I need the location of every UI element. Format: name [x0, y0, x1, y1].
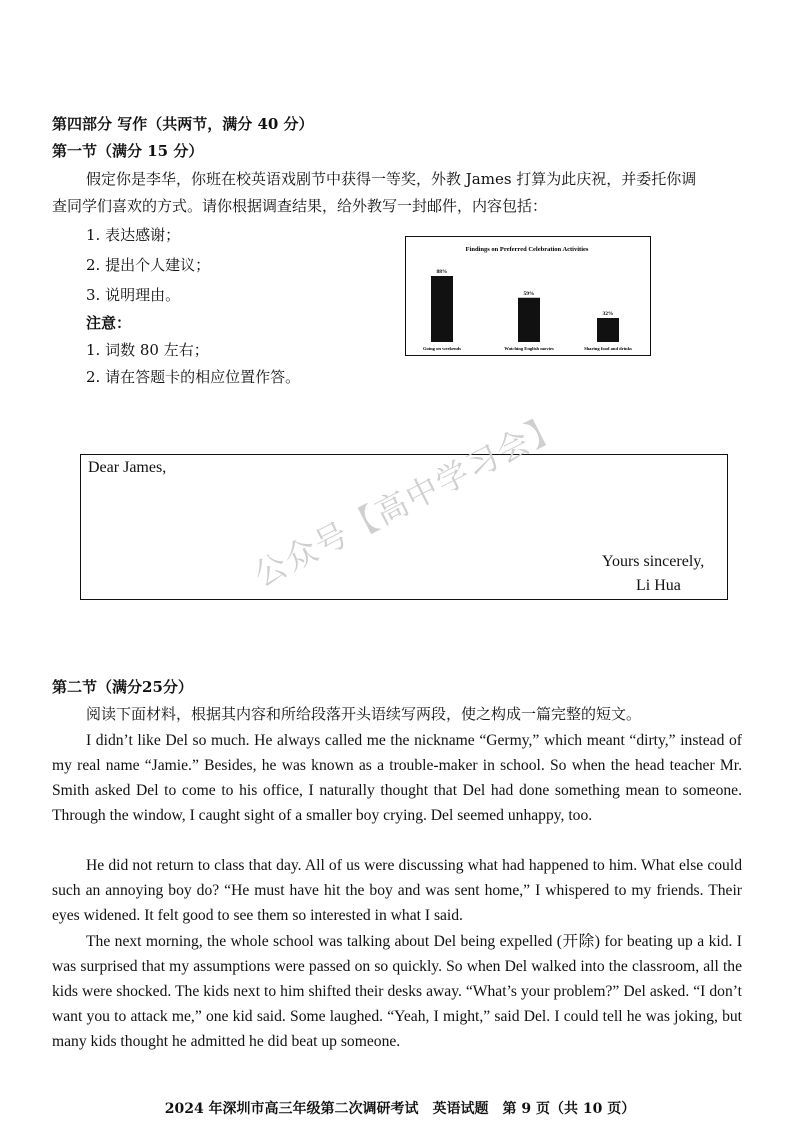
page-footer: 2024 年深圳市高三年级第二次调研考试 英语试题 第 9 页（共 10 页） — [164, 1101, 636, 1117]
bar-2 — [518, 298, 540, 342]
letter-closing: Yours sincerely, — [602, 553, 705, 570]
section2-instruction: 阅读下面材料，根据其内容和所给段落开头语续写两段，使之构成一篇完整的短文。 — [86, 705, 642, 723]
watermark: 公众号【高中学习会】 — [247, 405, 568, 595]
section1-prompt-line1: 假定你是李华，你班在校英语戏剧节中获得一等奖，外教 James 打算为此庆祝，并委托你调 — [86, 170, 697, 188]
bar-value-label-3: 32% — [602, 311, 614, 317]
bar-1 — [431, 276, 453, 342]
note-item-1: 1. 词数 80 左右； — [86, 341, 209, 359]
section2-heading: 第二节（满分25分） — [52, 678, 193, 696]
section1-prompt-line2: 查同学们喜欢的方式。请你根据调查结果，给外教写一封邮件，内容包括： — [52, 197, 548, 215]
note-item-2: 2. 请在答题卡的相应位置作答。 — [86, 368, 301, 386]
story-paragraph-1: I didn’t like Del so much. He always called me the nickname “Germy,” which meant “dirty,” instead of my real name “Jamie.” Besides, he was known as a trouble-maker in school. So when the head teacher Mr. Smith asked Del to come to his office, I naturally thought that Del had done something mean to someone. Through the window, I caught sight of a smaller boy crying. Del seemed unhappy, too. — [52, 732, 742, 824]
requirement-item-3: 3. 说明理由。 — [86, 286, 181, 304]
notes-label: 注意： — [86, 314, 132, 332]
part-heading: 第四部分 写作（共两节，满分 40 分） — [52, 115, 314, 133]
bar-value-label-2: 59% — [523, 290, 535, 297]
bar-value-label-1: 88% — [436, 269, 448, 275]
letter-greeting: Dear James, — [88, 459, 167, 476]
letter-signature: Li Hua — [636, 577, 681, 594]
requirement-item-1: 1. 表达感谢； — [86, 226, 181, 244]
bar-3 — [597, 318, 619, 342]
story-paragraph-3: The next morning, the whole school was talking about Del being expelled (开除) for beating up a kid. I was surprised that my assumptions were passed on so quickly. So when Del walked into the classroom, all the kids were shocked. The kids next to him shifted their desks away. “What’s your problem?” Del asked. “I don’t want you to attack me,” one kid said. Some laughed. “Yeah, I might,” said Del. I could tell he was joking, but many kids thought he admitted he did beat up someone. — [52, 933, 742, 1050]
requirement-item-2: 2. 提出个人建议； — [86, 256, 211, 274]
category-label-1: Going on weekends — [422, 346, 462, 351]
chart-title: Findings on Preferred Celebration Activities — [465, 246, 589, 253]
category-label-3: Sharing food and drinks — [584, 346, 632, 351]
story-paragraph-2: He did not return to class that day. All of us were discussing what had happened to him. What else could such an annoying boy do? “He must have hit the boy and was sent home,” I whispered to my friends. Their eyes widened. It felt good to see them so interested in what I said. — [52, 857, 742, 924]
section1-heading: 第一节（满分 15 分） — [52, 142, 204, 160]
category-label-2: Watching English movies — [504, 346, 554, 351]
bar-chart — [406, 237, 649, 354]
bar-chart-frame — [405, 236, 651, 356]
